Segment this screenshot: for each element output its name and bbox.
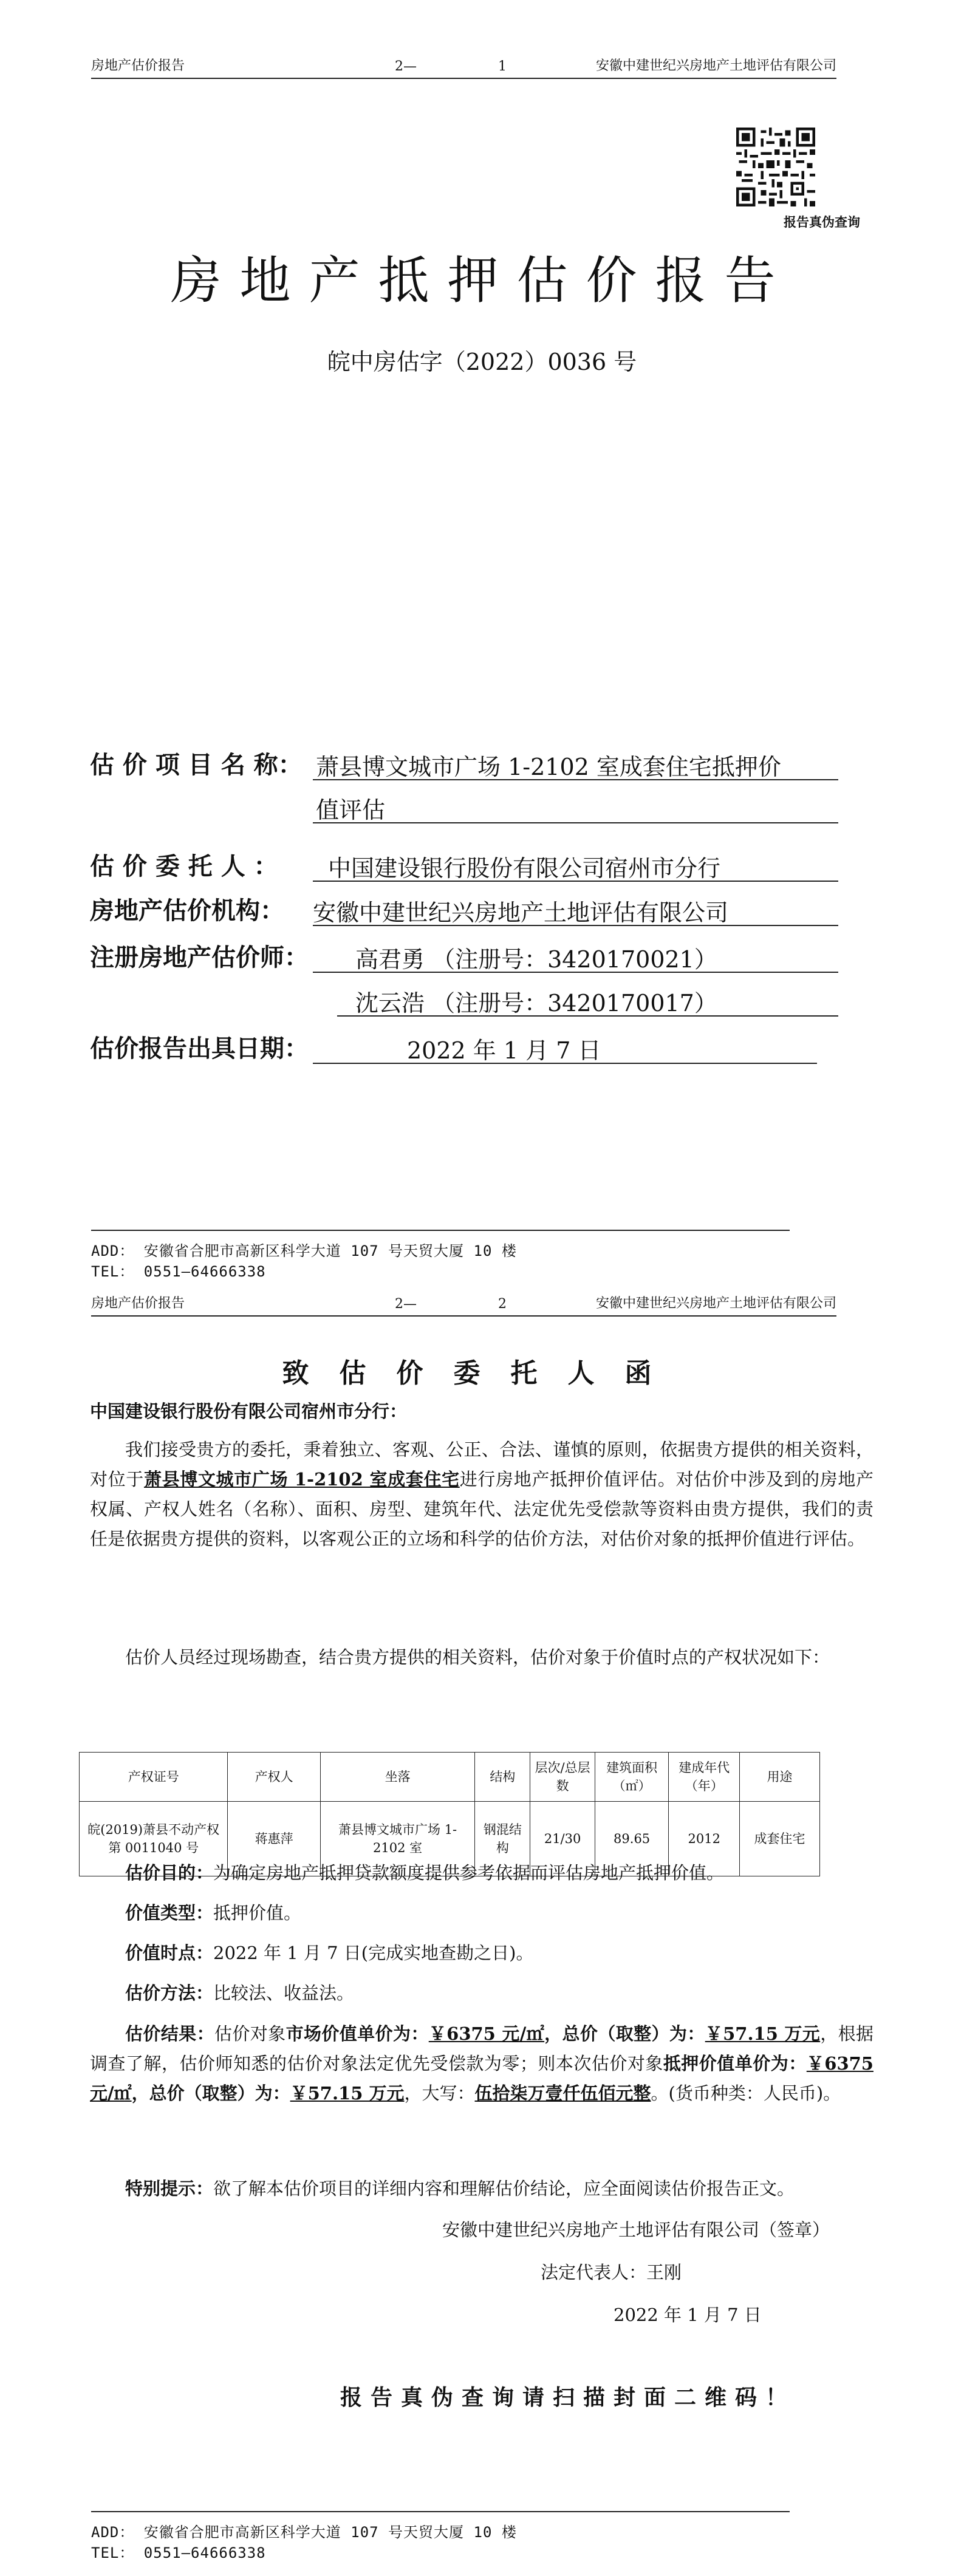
- p1-property: 萧县博文城市广场 1-2102 室成套住宅: [143, 1469, 460, 1490]
- header-report-name: 房地产估价报告: [91, 58, 185, 73]
- result-text-2: 市场价值单价为：: [285, 2023, 429, 2044]
- table-header-cell: 建筑面积（㎡）: [595, 1753, 669, 1802]
- mortgage-total-price: ￥57.15 万元: [290, 2083, 405, 2104]
- agency-value: 安徽中建世纪兴房地产土地评估有限公司: [313, 899, 729, 926]
- result-text-4: ，根据调查了解，估价师知悉的估价对象法定优先受偿款为零；则本次估价对象: [90, 2023, 873, 2074]
- special-note-label: 特别提示：: [125, 2178, 214, 2199]
- header-company: 安徽中建世纪兴房地产土地评估有限公司: [595, 58, 836, 73]
- table-cell: 萧县博文城市广场 1-2102 室: [320, 1802, 475, 1876]
- header-page-prefix: 2—: [395, 59, 417, 74]
- table-cell: 蒋惠萍: [228, 1802, 320, 1876]
- qr-caption: 报告真伪查询: [784, 215, 860, 230]
- p1-text-a: 我们接受贵方的委托，秉着独立、客观、公正、合法、谨慎的原则，依据贵方提供的相关资料，对位于: [90, 1439, 873, 1490]
- report-title: 房地产抵押估价报告: [170, 251, 794, 310]
- special-note-value: 欲了解本估价项目的详细内容和理解估价结论，应全面阅读估价报告正文。: [213, 2178, 795, 2199]
- footer-address: ADD： 安徽省合肥市高新区科学大道 107 号天贸大厦 10 楼: [91, 2524, 517, 2541]
- report-date-label: 估价报告出具日期：: [90, 1035, 309, 1063]
- table-header-cell: 层次/总层数: [530, 1753, 595, 1802]
- table-cell: 89.65: [595, 1802, 669, 1876]
- letter-title: 致估价委托人函: [282, 1358, 682, 1389]
- legal-representative: 法定代表人：王刚: [541, 2262, 682, 2283]
- footer-address: ADD： 安徽省合肥市高新区科学大道 107 号天贸大厦 10 楼: [91, 1242, 517, 1259]
- p1-text-b: 进行房地产抵押价值评估。对估价中涉及到的房地产权属、产权人姓名（名称）、面积、房型、建筑年代、法定优先受偿款等资料由贵方提供，我们的责任是依据贵方提供的资料，以客观公正的立场和科学的估价方法，对估价对象的抵押价值进行评估。: [90, 1469, 873, 1549]
- table-cell: 皖(2019)萧县不动产权第 0011040 号: [80, 1802, 228, 1876]
- header-company: 安徽中建世纪兴房地产土地评估有限公司: [595, 1296, 836, 1311]
- purpose-value: 为确定房地产抵押贷款额度提供参考依据而评估房地产抵押价值。: [213, 1862, 725, 1883]
- purpose-line: [90, 1858, 873, 1888]
- purpose-label: 估价目的：: [125, 1862, 214, 1883]
- client-value: 中国建设银行股份有限公司宿州市分行: [328, 855, 721, 882]
- result-text-8: 。(货币种类：人民币)。: [651, 2083, 841, 2104]
- appraiser-2: 沈云浩 （注册号：3420170017）: [355, 990, 717, 1017]
- sign-date: 2022 年 1 月 7 日: [614, 2305, 762, 2325]
- table-header-cell: 结构: [475, 1753, 530, 1802]
- client-label: 估 价 委 托 人 ：: [90, 853, 278, 881]
- agency-label: 房地产估价机构：: [90, 897, 284, 925]
- report-date-value: 2022 年 1 月 7 日: [407, 1037, 601, 1064]
- value-time-value: 2022 年 1 月 7 日(完成实地查勘之日)。: [213, 1943, 534, 1963]
- method-value: 比较法、收益法。: [213, 1983, 355, 2003]
- mortgage-unit-price: ￥6375 元/㎡: [90, 2053, 873, 2104]
- result-text-6: ，总价（取整）为：: [131, 2083, 290, 2104]
- table-cell: 21/30: [530, 1802, 595, 1876]
- project-name-value-line1: 萧县博文城市广场 1-2102 室成套住宅抵押价: [316, 754, 781, 780]
- table-header-cell: 坐落: [320, 1753, 475, 1802]
- result-label: 估价结果：: [125, 2023, 214, 2044]
- header-page-prefix: 2—: [395, 1297, 417, 1312]
- method-label: 估价方法：: [125, 1983, 214, 2003]
- signer-company: 安徽中建世纪兴房地产土地评估有限公司（签章）: [442, 2220, 830, 2240]
- report-reference-number: 皖中房估字（2022）0036 号: [327, 349, 637, 375]
- value-time-label: 价值时点：: [125, 1943, 214, 1963]
- appraiser-label: 注册房地产估价师：: [90, 944, 309, 972]
- header-page-number: 2: [498, 1297, 507, 1312]
- table-header-cell: 产权人: [228, 1753, 320, 1802]
- value-type-line: [90, 1898, 873, 1928]
- result-paragraph: [90, 2019, 873, 2108]
- value-type-label: 价值类型：: [125, 1903, 214, 1923]
- table-cell: 2012: [669, 1802, 740, 1876]
- page-header: [91, 1293, 836, 1317]
- footer-tel: TEL： 0551—64666338: [91, 1263, 266, 1280]
- footer-tel: TEL： 0551—64666338: [91, 2544, 266, 2561]
- result-text-7: ，大写：: [404, 2083, 475, 2104]
- market-unit-price: ￥6375 元/㎡: [428, 2023, 545, 2044]
- letter-paragraph-2: 估价人员经过现场勘查，结合贵方提供的相关资料，估价对象于价值时点的产权状况如下：: [125, 1647, 830, 1668]
- result-text-3: ，总价（取整）为：: [544, 2023, 705, 2044]
- letter-paragraph-1: [90, 1435, 873, 1554]
- result-text-1: 估价对象: [214, 2023, 286, 2044]
- table-header-cell: 建成年代（年）: [669, 1753, 740, 1802]
- result-text-5: 抵押价值单价为：: [663, 2053, 807, 2074]
- value-type-value: 抵押价值。: [213, 1903, 302, 1923]
- header-report-name: 房地产估价报告: [91, 1296, 185, 1311]
- table-header-row: [80, 1753, 820, 1802]
- letter-addressee: 中国建设银行股份有限公司宿州市分行：: [90, 1401, 408, 1422]
- header-page-number: 1: [498, 59, 507, 74]
- table-cell: 钢混结构: [475, 1802, 530, 1876]
- table-cell: 成套住宅: [740, 1802, 820, 1876]
- value-time-line: [90, 1938, 873, 1968]
- special-note-line: [90, 2174, 873, 2204]
- table-header-cell: 用途: [740, 1753, 820, 1802]
- verification-note: 报告真伪查询请扫描封面二维码！: [340, 2385, 796, 2410]
- method-line: [90, 1978, 873, 2008]
- project-name-value-line2: 值评估: [316, 797, 386, 823]
- market-total-price: ￥57.15 万元: [705, 2023, 821, 2044]
- footer-rule: [91, 2511, 790, 2512]
- capital-amount: 伍拾柒万壹仟伍佰元整: [474, 2083, 651, 2104]
- table-header-cell: 产权证号: [80, 1753, 228, 1802]
- project-name-label: 估 价 项 目 名 称：: [90, 751, 303, 779]
- appraiser-1: 高君勇 （注册号：3420170021）: [355, 946, 717, 973]
